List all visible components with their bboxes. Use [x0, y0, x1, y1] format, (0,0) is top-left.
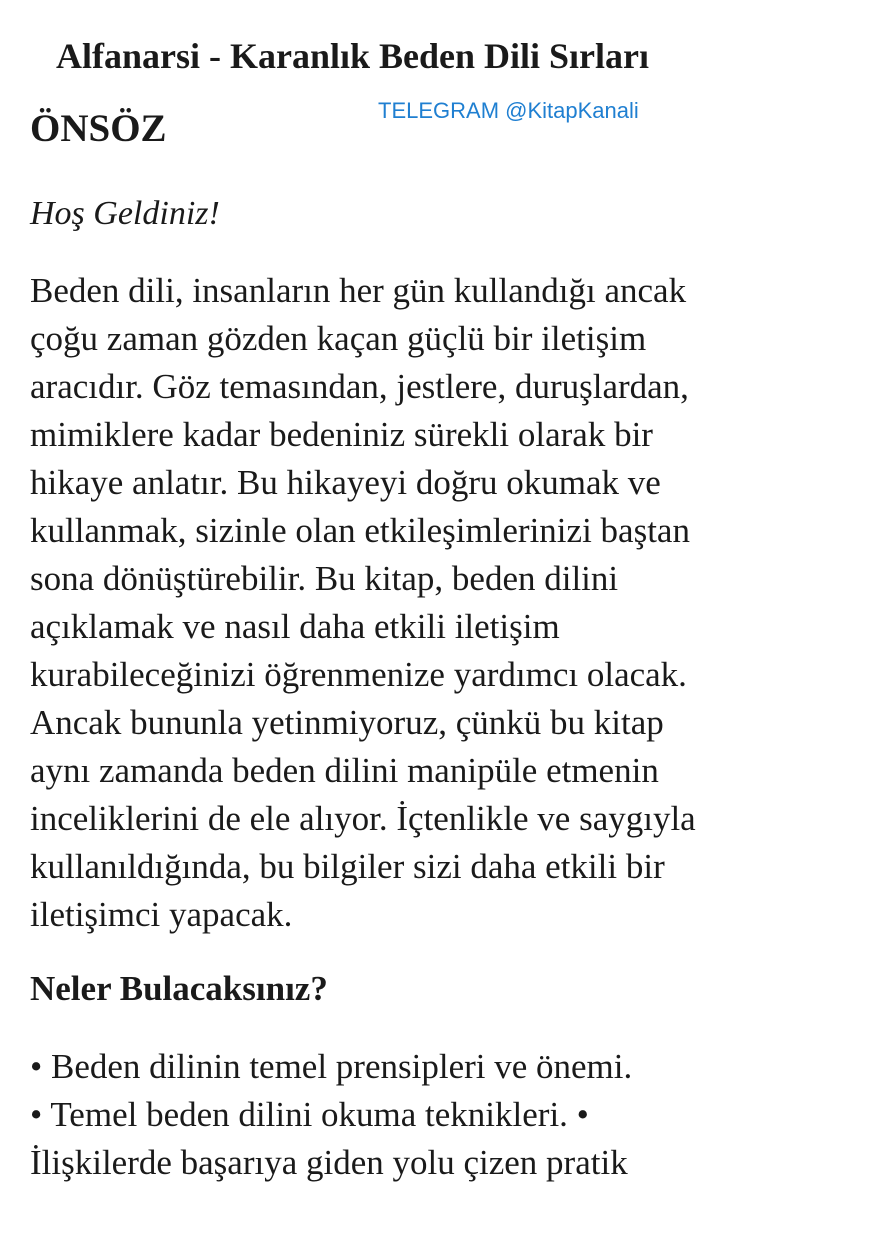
bullet-line: • Beden dilinin temel prensipleri ve önemi. — [30, 1047, 633, 1086]
paragraph-line: Ancak bununla yetinmiyoruz, çünkü bu kitap — [30, 703, 664, 742]
paragraph-line: Beden dili, insanların her gün kullandığı ancak — [30, 271, 687, 310]
section-heading: Neler Bulacaksınız? — [30, 969, 328, 1008]
bullet-list — [30, 1043, 842, 1187]
paragraph-line: kurabileceğinizi öğrenmenize yardımcı olacak. — [30, 655, 687, 694]
greeting: Hoş Geldiniz! — [30, 195, 220, 232]
paragraph-line: iletişimci yapacak. — [30, 895, 293, 934]
paragraph-line: sona dönüştürebilir. Bu kitap, beden dilini — [30, 559, 619, 598]
chapter-title: ÖNSÖZ — [30, 107, 167, 150]
book-title: Alfanarsi - Karanlık Beden Dili Sırları — [56, 36, 650, 76]
paragraph-line: mimiklere kadar bedeniniz sürekli olarak bir — [30, 415, 653, 454]
paragraph-line: çoğu zaman gözden kaçan güçlü bir iletişim — [30, 319, 647, 358]
paragraph-line: aracıdır. Göz temasından, jestlere, duruşlardan, — [30, 367, 689, 406]
paragraph-line: hikaye anlatır. Bu hikayeyi doğru okumak ve — [30, 463, 661, 502]
paragraph-line: açıklamak ve nasıl daha etkili iletişim — [30, 607, 560, 646]
paragraph-line: kullanmak, sizinle olan etkileşimlerinizi baştan — [30, 511, 690, 550]
telegram-watermark: TELEGRAM @KitapKanali — [378, 98, 639, 123]
bullet-line: İlişkilerde başarıya giden yolu çizen pratik — [30, 1143, 628, 1182]
paragraph-line: aynı zamanda beden dilini manipüle etmenin — [30, 751, 659, 790]
paragraph-line: inceliklerini de ele alıyor. İçtenlikle ve saygıyla — [30, 799, 696, 838]
bullet-line: • Temel beden dilini okuma teknikleri. • — [30, 1095, 589, 1134]
intro-paragraph — [30, 267, 842, 939]
paragraph-line: kullanıldığında, bu bilgiler sizi daha etkili bir — [30, 847, 665, 886]
